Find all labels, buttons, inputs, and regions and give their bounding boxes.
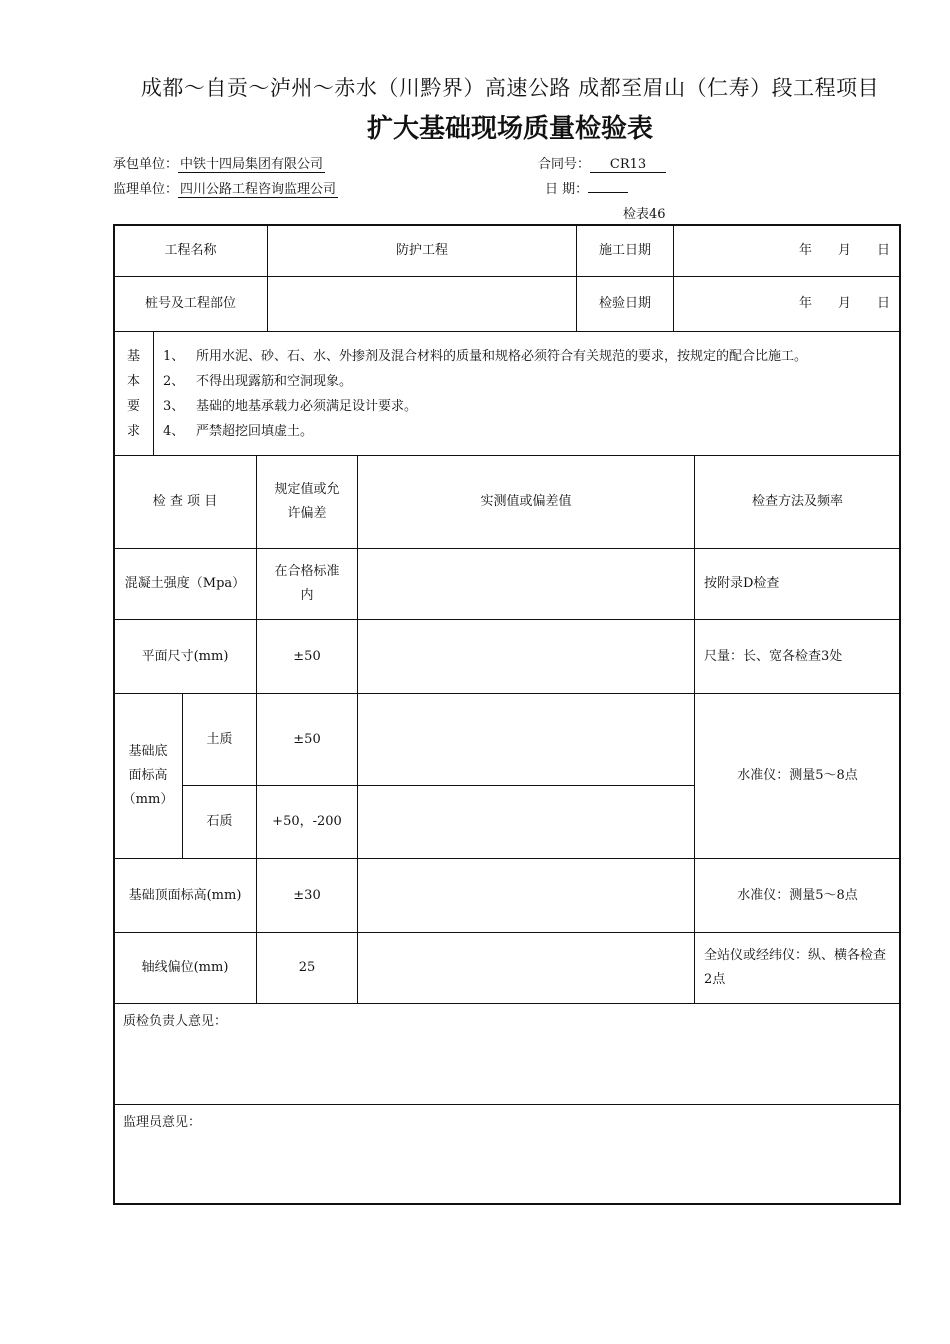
row-top-elev-method: 水准仪：测量5～8点 xyxy=(694,858,901,933)
supervisor-label: 监理单位： xyxy=(113,182,179,197)
requirement-item: 3、 基础的地基承载力必须满足设计要求。 xyxy=(163,399,418,414)
supervisor-opinion-label: 监理员意见： xyxy=(123,1115,202,1130)
row-concrete-spec-line: 在合格标准 xyxy=(274,564,340,579)
requirements-label xyxy=(113,331,154,456)
row-rock-spec: +50，-200 xyxy=(256,785,358,859)
row-plane-item: 平面尺寸(mm) xyxy=(113,619,257,694)
row-concrete-item: 混凝土强度（Mpa） xyxy=(113,548,257,620)
contractor-line xyxy=(113,153,325,172)
qc-opinion-box[interactable] xyxy=(113,1003,901,1105)
header-method: 检查方法及频率 xyxy=(694,455,901,549)
row-top-elev-spec: ±30 xyxy=(256,858,358,933)
header-measured: 实测值或偏差值 xyxy=(357,455,695,549)
requirements-label-char: 求 xyxy=(126,423,140,439)
row-top-elev-item: 基础顶面标高(mm) xyxy=(113,858,257,933)
row-top-elev-measured[interactable] xyxy=(357,858,695,933)
supervisor-opinion-box[interactable] xyxy=(113,1104,901,1205)
row-concrete-measured[interactable] xyxy=(357,548,695,620)
requirement-item: 4、 严禁超挖回填虚土。 xyxy=(163,424,314,439)
row-axis-method-line: 2点 xyxy=(704,972,726,987)
row-base-elev-method: 水准仪：测量5～8点 xyxy=(694,693,901,859)
row-concrete-method: 按附录D检查 xyxy=(694,548,901,620)
header-spec-line: 规定值或允 xyxy=(274,482,340,497)
date-value xyxy=(588,192,628,193)
header-spec xyxy=(256,455,358,549)
date-label: 日 期： xyxy=(545,182,589,197)
requirements-label-char: 本 xyxy=(126,373,140,389)
row-soil-spec: ±50 xyxy=(256,693,358,786)
project-title: 成都～自贡～泸州～赤水（川黔界）高速公路 成都至眉山（仁寿）段工程项目 xyxy=(140,76,880,100)
supervisor-value: 四川公路工程咨询监理公司 xyxy=(180,182,337,197)
construction-date-value: 年 月 日 xyxy=(673,224,901,277)
row-axis-item: 轴线偏位(mm) xyxy=(113,932,257,1004)
station-value xyxy=(267,276,577,332)
contract-no-label: 合同号： xyxy=(538,157,591,172)
row-plane-measured[interactable] xyxy=(357,619,695,694)
qc-opinion-label: 质检负责人意见： xyxy=(123,1014,228,1029)
row-plane-spec: ±50 xyxy=(256,619,358,694)
row-axis-method xyxy=(694,932,901,1004)
row-base-elev-label xyxy=(113,693,183,859)
project-name-value: 防护工程 xyxy=(267,224,577,277)
row-concrete-spec xyxy=(256,548,358,620)
requirement-item: 2、 不得出现露筋和空洞现象。 xyxy=(163,374,353,389)
contract-no-value: CR13 xyxy=(590,157,666,173)
station-label: 桩号及工程部位 xyxy=(113,276,268,332)
requirements-label-char: 要 xyxy=(126,398,140,414)
row-base-elev-label-line: （mm） xyxy=(122,792,174,807)
header-spec-line: 许偏差 xyxy=(287,506,327,521)
row-base-elev-label-line: 基础底 xyxy=(128,744,168,759)
row-rock-item: 石质 xyxy=(182,785,257,859)
inspection-date-label: 检验日期 xyxy=(576,276,674,332)
project-name-label: 工程名称 xyxy=(113,224,268,277)
requirements-label-char: 基 xyxy=(126,348,140,364)
requirements-list xyxy=(153,331,901,456)
row-axis-method-line: 全站仪或经纬仪：纵、横各检查 xyxy=(704,948,887,963)
row-soil-item: 土质 xyxy=(182,693,257,786)
contractor-value: 中铁十四局集团有限公司 xyxy=(180,157,324,172)
supervisor-line xyxy=(113,178,338,197)
requirement-item: 1、 所用水泥、砂、石、水、外掺剂及混合材料的质量和规格必须符合有关规范的要求，按规定的配合比施工。 xyxy=(163,349,808,364)
row-axis-measured[interactable] xyxy=(357,932,695,1004)
contract-no-line xyxy=(538,153,666,173)
construction-date-label: 施工日期 xyxy=(576,224,674,277)
form-title: 扩大基础现场质量检验表 xyxy=(366,114,653,144)
contractor-label: 承包单位： xyxy=(113,157,179,172)
row-concrete-spec-line: 内 xyxy=(300,588,314,603)
row-soil-measured[interactable] xyxy=(357,693,695,786)
row-plane-method: 尺量：长、宽各检查3处 xyxy=(694,619,901,694)
header-check-item: 检 查 项 目 xyxy=(113,455,257,549)
row-rock-measured[interactable] xyxy=(357,785,695,859)
form-code: 检表46 xyxy=(623,207,666,222)
inspection-date-value: 年 月 日 xyxy=(673,276,901,332)
row-axis-spec: 25 xyxy=(256,932,358,1004)
row-base-elev-label-line: 面标高 xyxy=(128,768,168,783)
date-line xyxy=(545,178,628,197)
